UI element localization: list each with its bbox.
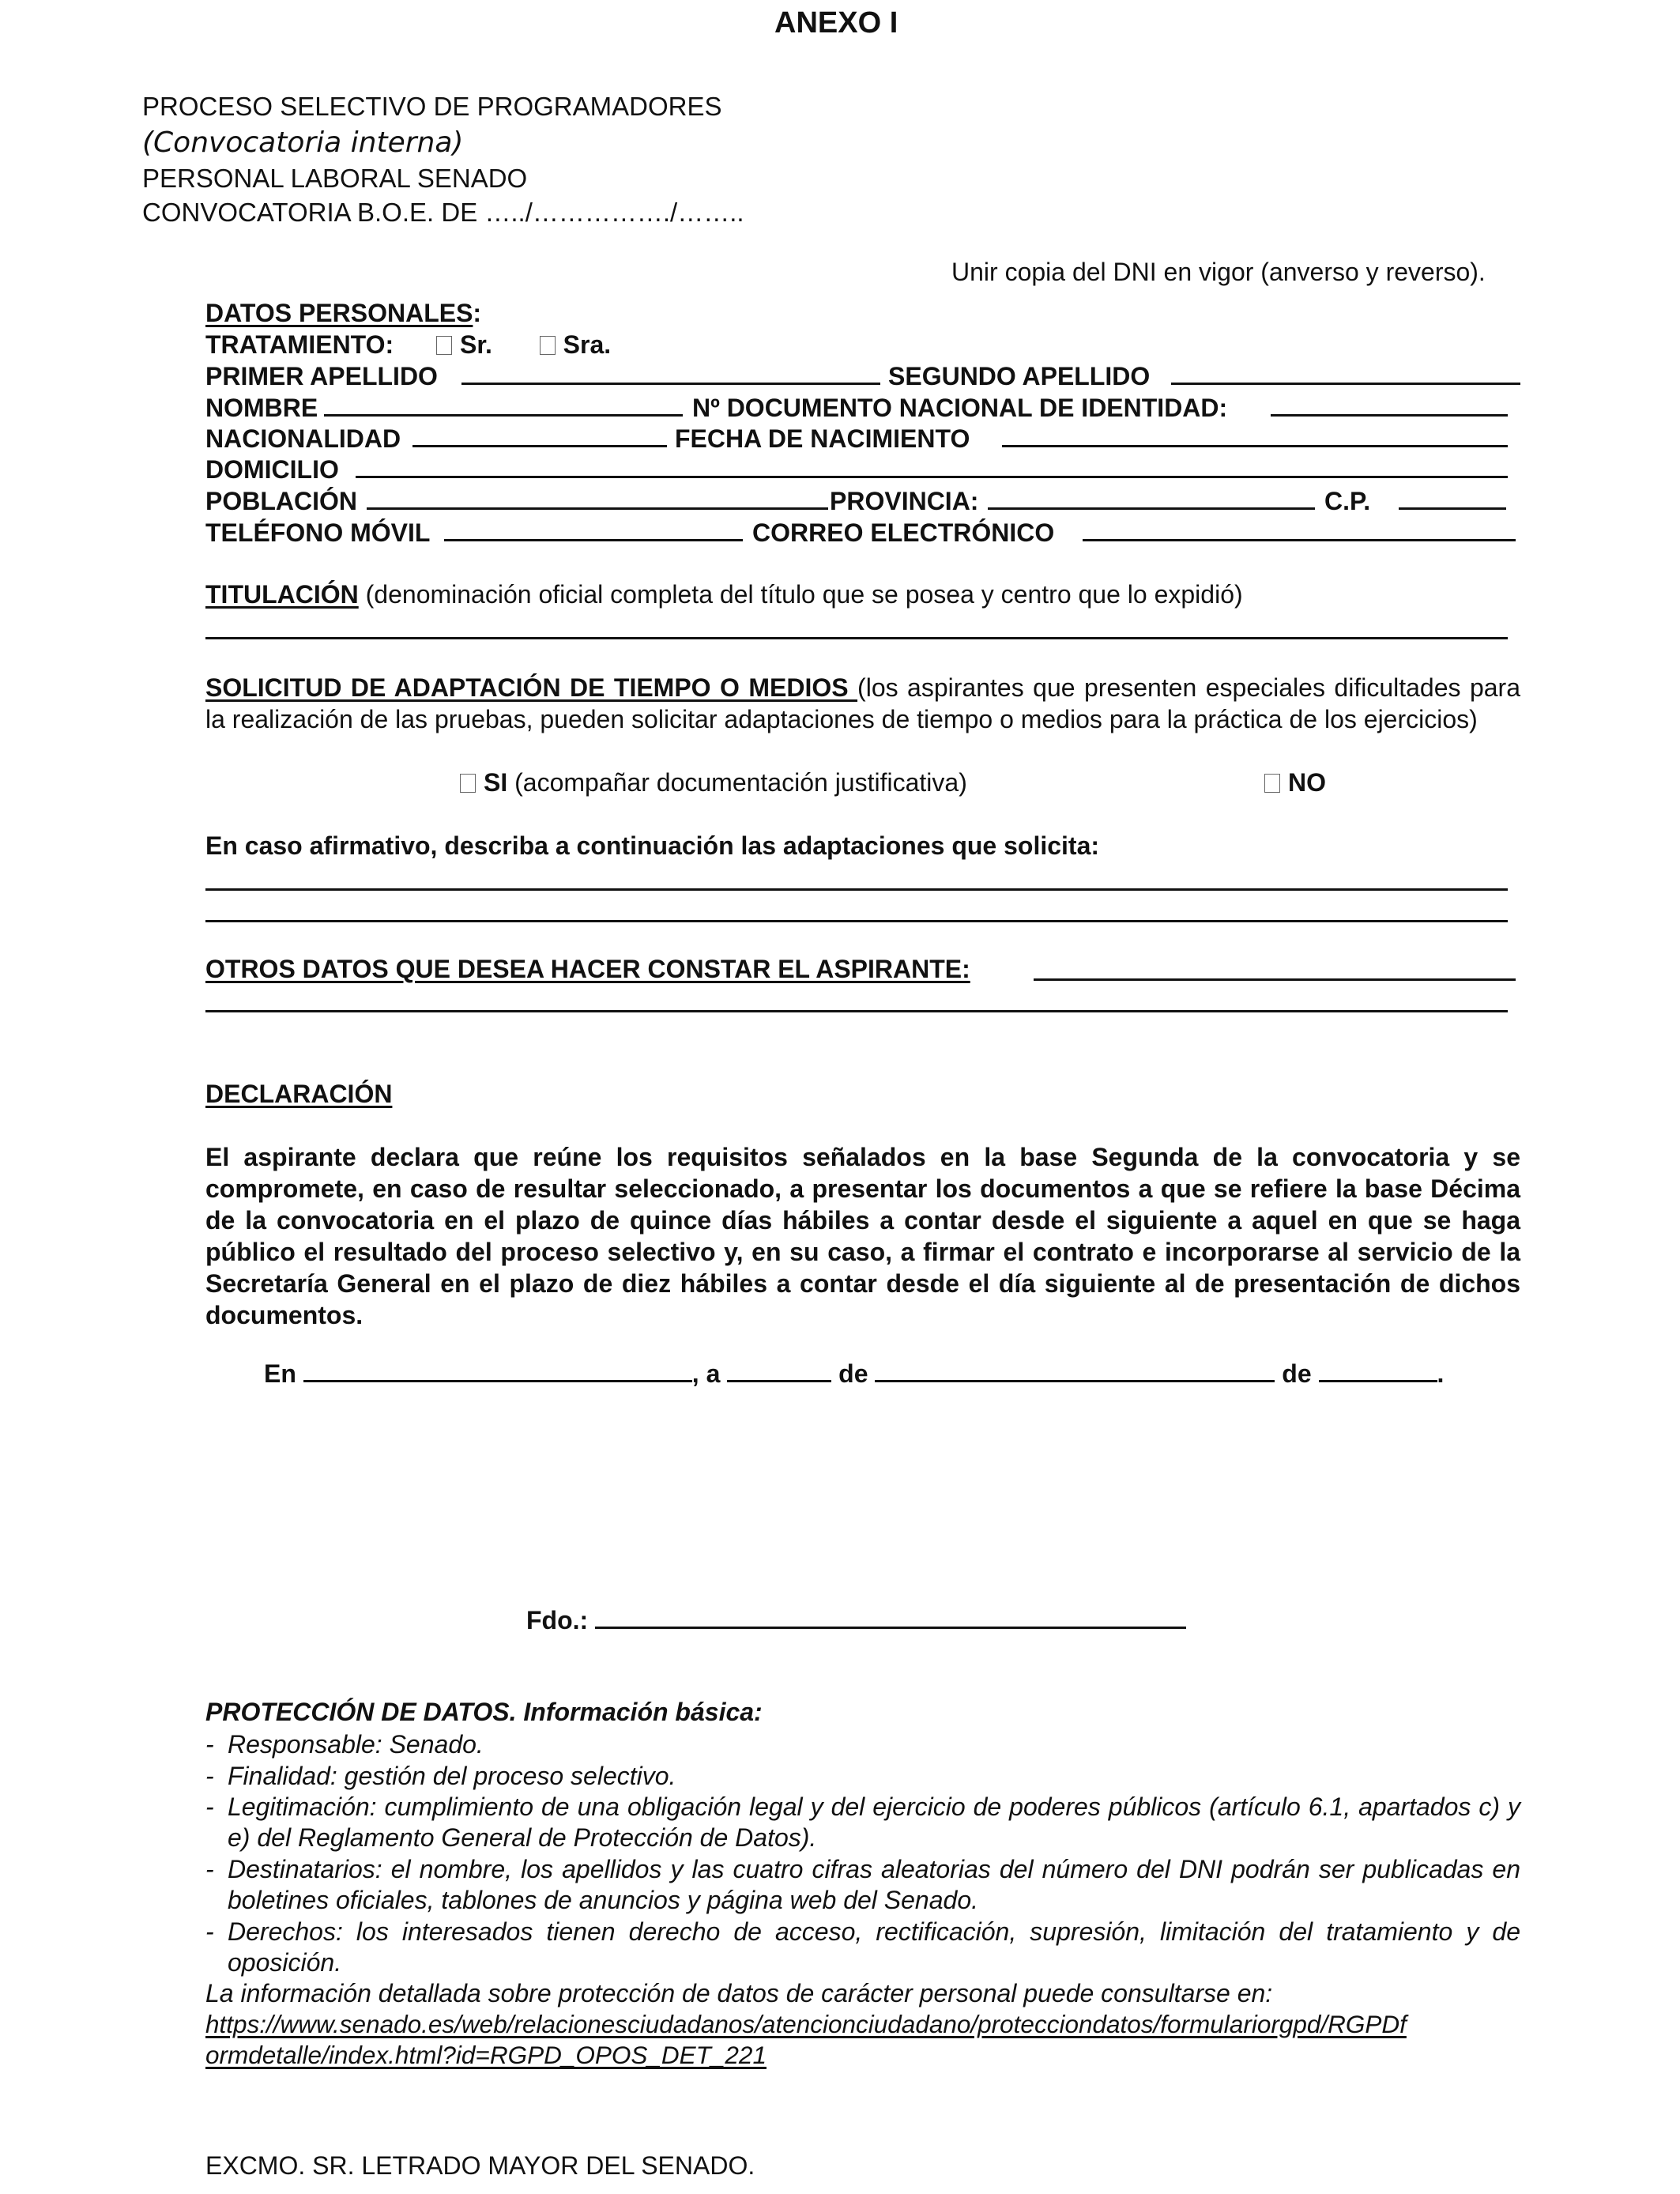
year-field[interactable]: [1319, 1359, 1437, 1382]
place-field[interactable]: [303, 1359, 692, 1382]
treatment-label: TRATAMIENTO:: [205, 330, 394, 359]
process-title: PROCESO SELECTIVO DE PROGRAMADORES: [142, 92, 722, 121]
annex-title: ANEXO I: [774, 6, 898, 40]
sra-label: Sra.: [563, 330, 612, 359]
degree-field[interactable]: [205, 637, 1508, 639]
boe-line: CONVOCATORIA B.O.E. DE …../……………./……..: [142, 198, 744, 227]
month-field[interactable]: [875, 1359, 1275, 1382]
sra-checkbox[interactable]: [540, 336, 556, 355]
adaptation-no-option[interactable]: [1264, 768, 1326, 797]
yes-checkbox[interactable]: [460, 774, 476, 793]
postcode-label: C.P.: [1324, 487, 1371, 515]
mobile-label: TELÉFONO MÓVIL: [205, 518, 431, 547]
privacy-link-line-2[interactable]: ormdetalle/index.html?id=RGPD_OPOS_DET_221: [205, 2041, 767, 2069]
adaptation-yes-option[interactable]: [460, 768, 967, 797]
other-data-field-2[interactable]: [205, 1010, 1508, 1012]
describe-adaptations: En caso afirmativo, describa a continuación las adaptaciones que solicita:: [205, 831, 1100, 860]
adaptations-field-1[interactable]: [205, 888, 1508, 891]
signature-row: [526, 1606, 1186, 1635]
no-label: NO: [1288, 768, 1326, 797]
personal-data-heading: DATOS PERSONALES:: [205, 299, 482, 327]
de-label-1: de: [838, 1359, 868, 1388]
privacy-item: - Destinatarios: el nombre, los apellidos y las cuatro cifras aleatorias del número del DNI podrán ser publicadas en boletines oficiales, tablones de anuncios y página web del Senado.: [205, 1855, 1520, 1914]
addressee: EXCMO. SR. LETRADO MAYOR DEL SENADO.: [205, 2151, 755, 2180]
sr-checkbox[interactable]: [436, 336, 452, 355]
place-end: .: [1437, 1359, 1445, 1388]
other-data-field-1[interactable]: [1034, 978, 1516, 981]
name-label: NOMBRE: [205, 394, 318, 422]
nationality-field[interactable]: [412, 445, 667, 447]
declaration-heading: DECLARACIÓN: [205, 1080, 393, 1108]
signature-label: Fdo.:: [526, 1606, 589, 1634]
address-label: DOMICILIO: [205, 455, 339, 484]
place-a-label: , a: [691, 1359, 721, 1388]
email-label: CORREO ELECTRÓNICO: [752, 518, 1055, 547]
privacy-item: - Legitimación: cumplimiento de una obligación legal y del ejercicio de poderes públicos (artículo 6.1, apartados c) y e) del Reglamento General de Protección de Datos).: [205, 1793, 1520, 1852]
sr-label: Sr.: [459, 330, 492, 359]
birth-date-field[interactable]: [1002, 445, 1508, 447]
adaptation-heading: SOLICITUD DE ADAPTACIÓN DE TIEMPO O MEDIOS: [205, 673, 858, 702]
privacy-heading: PROTECCIÓN DE DATOS. Información básica:: [205, 1698, 763, 1726]
mobile-field[interactable]: [444, 539, 743, 541]
degree-note: (denominación oficial completa del título que se posea y centro que lo expidió): [358, 580, 1243, 609]
first-surname-field[interactable]: [461, 383, 880, 385]
yes-note: (acompañar documentación justificativa): [507, 768, 967, 797]
staff-type: PERSONAL LABORAL SENADO: [142, 164, 528, 193]
treatment-row: [205, 330, 611, 360]
birth-date-label: FECHA DE NACIMIENTO: [675, 424, 970, 453]
privacy-item: - Derechos: los interesados tienen derecho de acceso, rectificación, supresión, limitación del tratamiento y de oposición.: [205, 1917, 1520, 1977]
adaptation-text: (los aspirantes que presenten especiales dificultades para la realización de las pruebas, pueden solicitar adaptaciones de tiempo o medios para la práctica de los ejercicios): [205, 673, 1521, 733]
second-surname-label: SEGUNDO APELLIDO: [888, 362, 1151, 390]
no-checkbox[interactable]: [1264, 774, 1280, 793]
declaration-text: El aspirante declara que reúne los requisitos señalados en la base Segunda de la convocatoria y se compromete, en caso de resultar seleccionado, a presentar los documentos a que se refiere la base Décima de la convocatoria en el plazo de quince días hábiles a contar desde el siguiente a aquel en que se haga público el resultado del proceso selectivo y, en su caso, a firmar el contrato e incorporarse al servicio de la Secretaría General en el plazo de diez hábiles a contar desde el día siguiente al de presentación de dichos documentos.: [205, 1143, 1520, 1329]
privacy-link-line-1[interactable]: https://www.senado.es/web/relacionesciudadanos/atencionciudadano/protecciondatos/formulariorgpd/RGPDf: [205, 2010, 1407, 2038]
privacy-item: - Finalidad: gestión del proceso selectivo.: [205, 1762, 676, 1790]
email-field[interactable]: [1083, 539, 1516, 541]
day-field[interactable]: [727, 1359, 831, 1382]
degree-row: [205, 580, 1243, 609]
name-field[interactable]: [324, 414, 683, 417]
place-date-line: [264, 1359, 1444, 1389]
postcode-field[interactable]: [1399, 507, 1506, 510]
dni-field[interactable]: [1271, 414, 1508, 417]
address-field[interactable]: [356, 476, 1508, 478]
town-field[interactable]: [367, 507, 828, 510]
nationality-label: NACIONALIDAD: [205, 424, 401, 453]
province-label: PROVINCIA:: [830, 487, 979, 515]
place-en-label: En: [264, 1359, 296, 1388]
degree-heading: TITULACIÓN: [205, 580, 359, 609]
internal-call: (Convocatoria interna): [142, 126, 464, 159]
dni-note: Unir copia del DNI en vigor (anverso y reverso).: [951, 258, 1486, 286]
dni-label: Nº DOCUMENTO NACIONAL DE IDENTIDAD:: [692, 394, 1228, 422]
signature-field[interactable]: [595, 1606, 1186, 1629]
province-field[interactable]: [988, 507, 1315, 510]
yes-label: SI: [484, 768, 508, 797]
second-surname-field[interactable]: [1171, 383, 1520, 385]
privacy-item: - Responsable: Senado.: [205, 1730, 484, 1759]
town-label: POBLACIÓN: [205, 487, 357, 515]
more-info-text: La información detallada sobre protección de datos de carácter personal puede consultarse en:: [205, 1979, 1273, 2007]
first-surname-label: PRIMER APELLIDO: [205, 362, 438, 390]
adaptation-paragraph: [205, 672, 1520, 735]
adaptations-field-2[interactable]: [205, 920, 1508, 922]
de-label-2: de: [1282, 1359, 1312, 1388]
other-data-heading: OTROS DATOS QUE DESEA HACER CONSTAR EL ASPIRANTE:: [205, 955, 970, 983]
